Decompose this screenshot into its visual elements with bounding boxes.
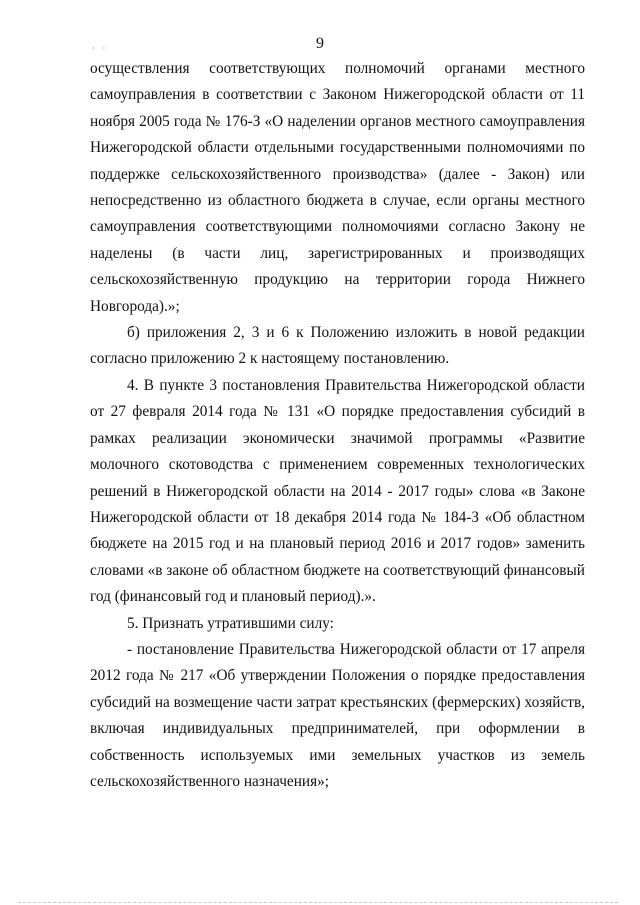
scan-bottom-edge — [18, 902, 618, 903]
page-number: 9 — [316, 35, 324, 52]
document-body — [90, 56, 585, 795]
scan-artifact-dots: · · — [92, 44, 109, 53]
paragraph-item-4: 4. В пункте 3 постановления Правительства Нижегородской области от 27 февраля 2014 года № 131 «О порядке предоставления субсидий в рамках реализации экономически значимой программы «Развитие молочного скотоводства с применением современных технологических решений в Нижегородской области на 2014 - 2017 годы» слова «в Законе Нижегородской области от 18 декабря 2014 года № 184-З «Об областном бюджете на 2015 год и на плановый период 2016 и 2017 годов» заменить словами «в законе об областном бюджете на соответствующий финансовый год (финансовый год и плановый период).». — [90, 376, 585, 606]
paragraph-continuation: осуществления соответствующих полномочий органами местного самоуправления в соответствии с Законом Нижегородской области от 11 ноября 2005 года № 176-З «О наделении органов местного самоуправления Нижегородской области отдельными государственными полномочиями по поддержке сельскохозяйственного производства» (далее - Закон) или непосредственно из областного бюджета в случае, если органы местного самоуправления соответствующими полномочиями согласно Закону не наделены (в части лиц, зарегистрированных и производящих сельскохозяйственную продукцию на территории города Нижнего Новгорода).»; — [90, 60, 585, 315]
paragraph-item-5: 5. Признать утратившими силу: — [127, 614, 334, 632]
paragraph-item-5-bullet: - постановление Правительства Нижегородской области от 17 апреля 2012 года № 217 «Об утверждении Положения о порядке предоставления субсидий на возмещение части затрат крестьянских (фермерских) хозяйств, включая индивидуальных предпринимателей, при оформлении в собственность используемых ими земельных участков из земель сельскохозяйственного назначения»; — [90, 640, 585, 790]
paragraph-subpoint-b: б) приложения 2, 3 и 6 к Положению изложить в новой редакции согласно приложению 2 к настоящему постановлению. — [90, 324, 585, 368]
